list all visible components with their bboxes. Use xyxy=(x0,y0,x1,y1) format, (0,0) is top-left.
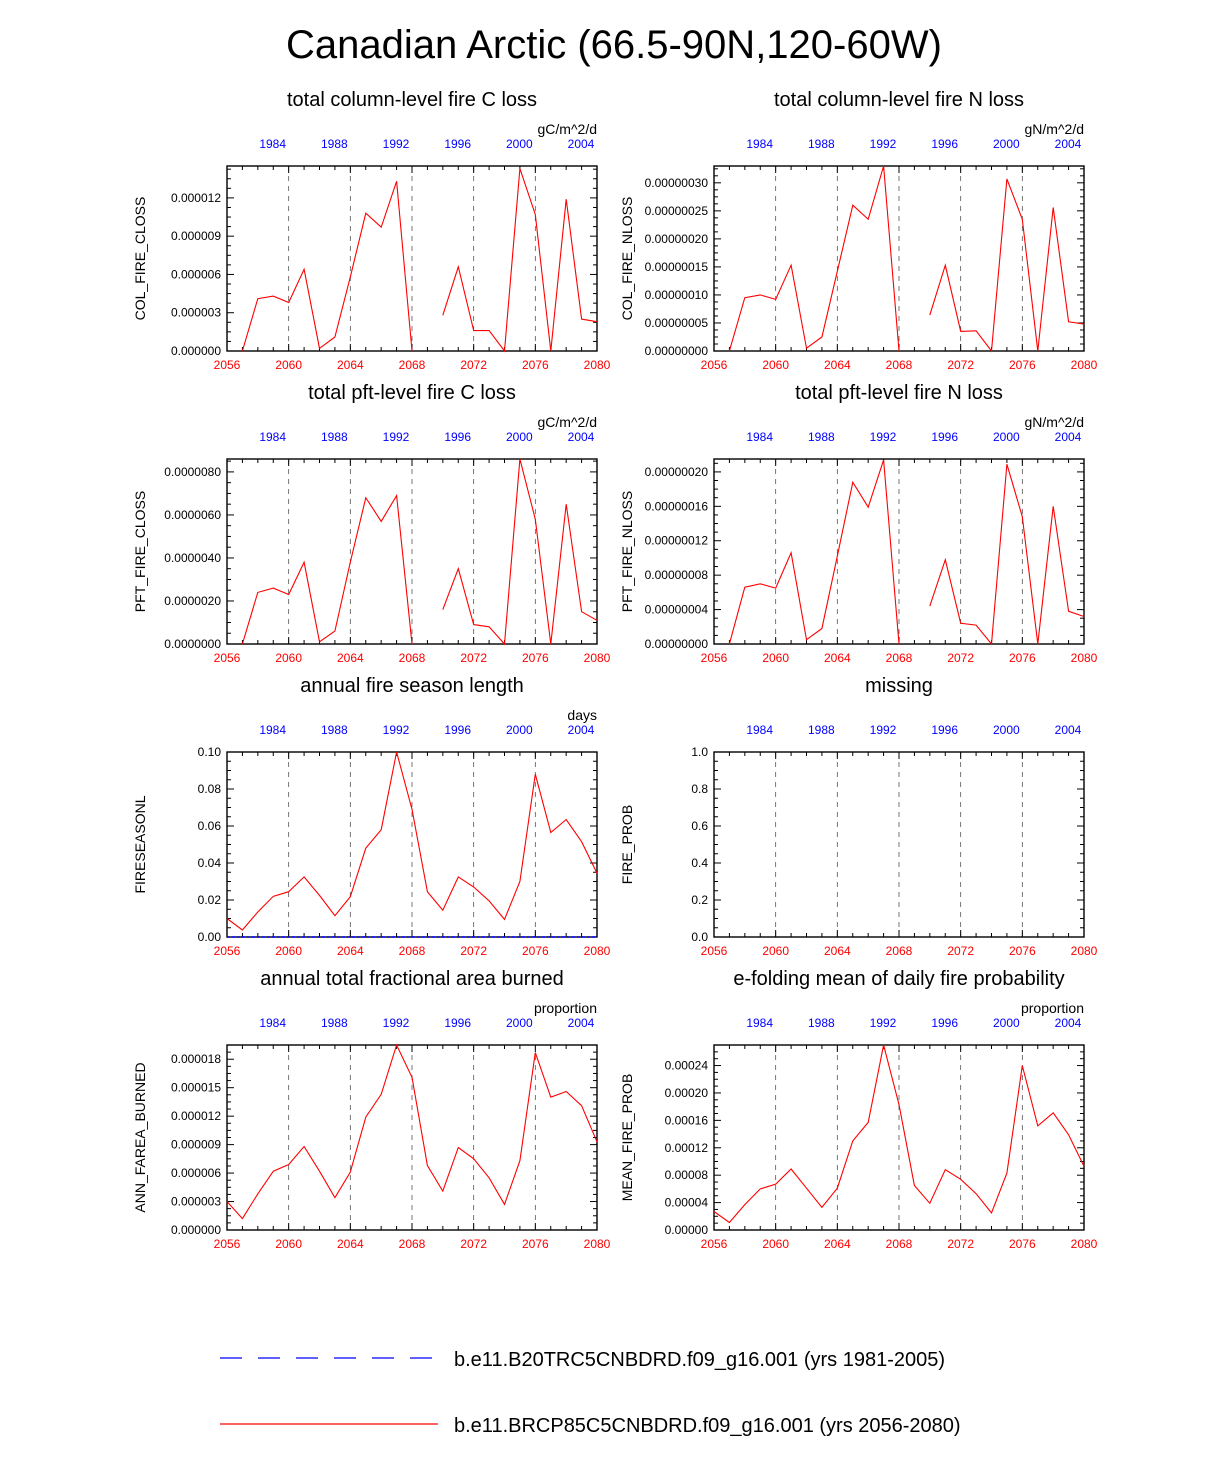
top-tick-label: 1996 xyxy=(931,1016,959,1030)
x-tick-label: 2076 xyxy=(1008,1237,1036,1251)
x-tick-label: 2080 xyxy=(1070,944,1098,958)
y-tick-label: 0.00000000 xyxy=(644,344,708,358)
y-tick-label: 0.00000010 xyxy=(644,287,708,302)
x-tick-label: 2080 xyxy=(583,1237,611,1251)
chart-units: gC/m^2/d xyxy=(537,414,597,430)
top-tick-label: 1988 xyxy=(807,723,835,737)
y-tick-label: 0.00004 xyxy=(664,1195,708,1210)
chart-panel xyxy=(132,968,611,1251)
x-tick-label: 2060 xyxy=(275,651,303,665)
x-tick-label: 2056 xyxy=(213,1237,241,1251)
x-tick-label: 2080 xyxy=(1070,651,1098,665)
top-tick-label: 1996 xyxy=(931,430,959,444)
series-line-future xyxy=(930,179,1084,351)
series-line-future xyxy=(242,496,412,644)
x-tick-label: 2080 xyxy=(583,944,611,958)
y-tick-label: 0.00000012 xyxy=(644,533,708,548)
top-tick-label: 1992 xyxy=(382,137,410,151)
top-tick-label: 1988 xyxy=(320,1016,348,1030)
y-tick-label: 0.4 xyxy=(691,856,708,870)
y-tick-label: 0.00008 xyxy=(664,1168,708,1183)
chart-title: annual total fractional area burned xyxy=(260,968,564,990)
y-tick-label: 0.00020 xyxy=(664,1085,708,1100)
top-tick-label: 1992 xyxy=(869,1016,897,1030)
top-tick-label: 1996 xyxy=(931,137,959,151)
top-tick-label: 1988 xyxy=(807,1016,835,1030)
y-tick-label: 0.000012 xyxy=(170,190,221,205)
x-tick-label: 2072 xyxy=(947,944,975,958)
y-tick-label: 0.04 xyxy=(197,856,221,870)
top-tick-label: 1996 xyxy=(444,723,472,737)
y-tick-label: 0.00000025 xyxy=(644,203,708,218)
x-tick-label: 2060 xyxy=(762,1237,790,1251)
x-tick-label: 2072 xyxy=(460,651,488,665)
x-tick-label: 2072 xyxy=(947,358,975,372)
chart-title: e-folding mean of daily fire probability xyxy=(733,968,1065,990)
x-tick-label: 2072 xyxy=(947,651,975,665)
y-tick-label: 0.000000 xyxy=(170,1223,221,1237)
chart-title: total pft-level fire N loss xyxy=(795,382,1003,404)
top-tick-label: 2004 xyxy=(1054,723,1082,737)
x-tick-label: 2068 xyxy=(885,1237,913,1251)
x-tick-label: 2064 xyxy=(336,944,364,958)
chart-title: total pft-level fire C loss xyxy=(308,382,516,404)
y-axis-label: COL_FIRE_CLOSS xyxy=(132,196,148,321)
top-tick-label: 1996 xyxy=(444,1016,472,1030)
y-tick-label: 0.0000040 xyxy=(164,550,221,565)
y-tick-label: 0.000015 xyxy=(170,1080,221,1095)
y-tick-label: 0.00000020 xyxy=(644,231,708,246)
series-line-future xyxy=(443,169,597,351)
y-tick-label: 0.6 xyxy=(691,819,708,833)
top-tick-label: 1988 xyxy=(807,137,835,151)
x-tick-label: 2072 xyxy=(460,358,488,372)
y-tick-label: 0.000000 xyxy=(170,344,221,358)
top-tick-label: 1996 xyxy=(444,137,472,151)
x-tick-label: 2068 xyxy=(885,358,913,372)
top-tick-label: 2000 xyxy=(992,137,1020,151)
y-axis-label: COL_FIRE_NLOSS xyxy=(619,196,635,321)
legend-baseline-label: b.e11.B20TRC5CNBDRD.f09_g16.001 (yrs 1981-2005) xyxy=(454,1349,946,1371)
top-tick-label: 2000 xyxy=(505,137,533,151)
top-tick-label: 2000 xyxy=(505,1016,533,1030)
y-tick-label: 0.00000020 xyxy=(644,464,708,479)
top-tick-label: 2004 xyxy=(1054,137,1082,151)
x-tick-label: 2064 xyxy=(336,358,364,372)
y-tick-label: 0.0000000 xyxy=(164,637,221,651)
series-line-future xyxy=(443,459,597,644)
x-tick-label: 2060 xyxy=(762,358,790,372)
panels xyxy=(132,89,1098,1251)
x-tick-label: 2064 xyxy=(823,944,851,958)
y-tick-label: 0.0000060 xyxy=(164,507,221,522)
y-tick-label: 0.00016 xyxy=(664,1113,708,1128)
top-tick-label: 1992 xyxy=(382,723,410,737)
y-tick-label: 0.8 xyxy=(691,782,708,796)
y-axis-label: MEAN_FIRE_PROB xyxy=(619,1073,635,1202)
y-tick-label: 0.0000080 xyxy=(164,464,221,479)
y-tick-label: 0.00000 xyxy=(664,1223,708,1237)
y-tick-label: 0.0 xyxy=(691,930,708,944)
y-tick-label: 0.000018 xyxy=(170,1052,221,1067)
top-tick-label: 1988 xyxy=(320,430,348,444)
x-tick-label: 2080 xyxy=(1070,358,1098,372)
chart-panel xyxy=(619,89,1098,372)
y-axis-label: FIRESEASONL xyxy=(132,795,148,894)
x-tick-label: 2068 xyxy=(398,358,426,372)
chart-title: total column-level fire N loss xyxy=(773,89,1025,111)
x-tick-label: 2068 xyxy=(885,651,913,665)
x-tick-label: 2072 xyxy=(460,1237,488,1251)
y-tick-label: 0.00000015 xyxy=(644,259,708,274)
x-tick-label: 2076 xyxy=(521,944,549,958)
top-tick-label: 1996 xyxy=(931,723,959,737)
x-tick-label: 2076 xyxy=(521,358,549,372)
x-tick-label: 2064 xyxy=(336,1237,364,1251)
x-tick-label: 2060 xyxy=(762,651,790,665)
y-axis-label: FIRE_PROB xyxy=(619,804,635,885)
chart-units: gN/m^2/d xyxy=(1024,414,1084,430)
y-tick-label: 0.000003 xyxy=(170,1194,221,1209)
top-tick-label: 1984 xyxy=(259,137,287,151)
x-tick-label: 2056 xyxy=(700,358,728,372)
y-tick-label: 0.06 xyxy=(197,819,221,833)
top-tick-label: 1988 xyxy=(807,430,835,444)
x-tick-label: 2064 xyxy=(823,358,851,372)
legend xyxy=(220,1349,961,1437)
x-tick-label: 2080 xyxy=(583,651,611,665)
chart-panel xyxy=(132,382,611,665)
y-tick-label: 0.2 xyxy=(691,893,708,907)
y-axis-label: ANN_FAREA_BURNED xyxy=(132,1062,148,1213)
x-tick-label: 2060 xyxy=(275,1237,303,1251)
chart-panel xyxy=(132,675,611,958)
x-tick-label: 2076 xyxy=(1008,944,1036,958)
figure-title: Canadian Arctic (66.5-90N,120-60W) xyxy=(286,23,942,67)
x-tick-label: 2076 xyxy=(1008,358,1036,372)
y-tick-label: 0.02 xyxy=(197,893,221,907)
top-tick-label: 2000 xyxy=(992,723,1020,737)
top-tick-label: 2004 xyxy=(567,137,595,151)
y-tick-label: 0.00000030 xyxy=(644,175,708,190)
x-tick-label: 2080 xyxy=(583,358,611,372)
x-tick-label: 2064 xyxy=(336,651,364,665)
top-tick-label: 1984 xyxy=(259,1016,287,1030)
top-tick-label: 1992 xyxy=(869,723,897,737)
series-line-future xyxy=(729,166,899,351)
top-tick-label: 2004 xyxy=(1054,430,1082,444)
x-tick-label: 2056 xyxy=(213,944,241,958)
y-tick-label: 0.00000004 xyxy=(644,602,708,617)
x-tick-label: 2072 xyxy=(460,944,488,958)
x-tick-label: 2056 xyxy=(700,1237,728,1251)
series-line-future xyxy=(930,464,1084,644)
x-tick-label: 2064 xyxy=(823,651,851,665)
top-tick-label: 1988 xyxy=(320,137,348,151)
top-tick-label: 1992 xyxy=(382,1016,410,1030)
x-tick-label: 2068 xyxy=(398,651,426,665)
x-tick-label: 2076 xyxy=(521,651,549,665)
y-tick-label: 0.00000008 xyxy=(644,568,708,583)
top-tick-label: 1988 xyxy=(320,723,348,737)
y-tick-label: 0.0000020 xyxy=(164,593,221,608)
y-tick-label: 0.00000005 xyxy=(644,315,708,330)
top-tick-label: 1984 xyxy=(746,1016,774,1030)
x-tick-label: 2068 xyxy=(885,944,913,958)
x-tick-label: 2060 xyxy=(762,944,790,958)
top-tick-label: 1984 xyxy=(259,430,287,444)
y-axis-label: PFT_FIRE_CLOSS xyxy=(132,490,148,613)
y-tick-label: 0.000003 xyxy=(170,305,221,320)
top-tick-label: 1984 xyxy=(259,723,287,737)
chart-panel xyxy=(619,382,1098,665)
y-tick-label: 0.000006 xyxy=(170,1166,221,1181)
x-tick-label: 2060 xyxy=(275,358,303,372)
chart-units: gC/m^2/d xyxy=(537,121,597,137)
x-tick-label: 2068 xyxy=(398,944,426,958)
top-tick-label: 1984 xyxy=(746,430,774,444)
y-tick-label: 0.000009 xyxy=(170,1137,221,1152)
y-tick-label: 1.0 xyxy=(691,745,708,759)
x-tick-label: 2068 xyxy=(398,1237,426,1251)
y-tick-label: 0.000006 xyxy=(170,267,221,282)
chart-units: gN/m^2/d xyxy=(1024,121,1084,137)
chart-units: proportion xyxy=(1020,1000,1084,1016)
top-tick-label: 1992 xyxy=(382,430,410,444)
x-tick-label: 2056 xyxy=(213,651,241,665)
chart-title: total column-level fire C loss xyxy=(286,89,538,111)
y-axis-label: PFT_FIRE_NLOSS xyxy=(619,490,635,613)
x-tick-label: 2072 xyxy=(947,1237,975,1251)
top-tick-label: 2000 xyxy=(992,430,1020,444)
top-tick-label: 1992 xyxy=(869,137,897,151)
chart-panel xyxy=(132,89,611,372)
chart-panel xyxy=(619,968,1098,1251)
x-tick-label: 2080 xyxy=(1070,1237,1098,1251)
chart-title: annual fire season length xyxy=(300,675,524,697)
y-tick-label: 0.00000000 xyxy=(644,637,708,651)
y-tick-label: 0.000009 xyxy=(170,229,221,244)
top-tick-label: 1984 xyxy=(746,723,774,737)
x-tick-label: 2056 xyxy=(700,651,728,665)
series-line-future xyxy=(227,1045,597,1219)
x-tick-label: 2076 xyxy=(1008,651,1036,665)
x-tick-label: 2064 xyxy=(823,1237,851,1251)
x-tick-label: 2076 xyxy=(521,1237,549,1251)
x-tick-label: 2056 xyxy=(700,944,728,958)
series-line-future xyxy=(729,460,899,644)
series-line-future xyxy=(242,181,412,351)
y-tick-label: 0.000012 xyxy=(170,1109,221,1124)
y-tick-label: 0.08 xyxy=(197,782,221,796)
y-tick-label: 0.10 xyxy=(197,745,221,759)
top-tick-label: 2004 xyxy=(567,430,595,444)
chart-units: days xyxy=(567,707,597,723)
chart-panel xyxy=(619,675,1098,958)
y-tick-label: 0.00 xyxy=(197,930,221,944)
top-tick-label: 2000 xyxy=(992,1016,1020,1030)
legend-future-label: b.e11.BRCP85C5CNBDRD.f09_g16.001 (yrs 2056-2080) xyxy=(454,1415,961,1437)
top-tick-label: 2000 xyxy=(505,723,533,737)
top-tick-label: 1996 xyxy=(444,430,472,444)
top-tick-label: 2004 xyxy=(567,723,595,737)
top-tick-label: 2004 xyxy=(567,1016,595,1030)
y-tick-label: 0.00012 xyxy=(664,1140,708,1155)
x-tick-label: 2060 xyxy=(275,944,303,958)
y-tick-label: 0.00024 xyxy=(664,1058,708,1073)
chart-units: proportion xyxy=(533,1000,597,1016)
top-tick-label: 1992 xyxy=(869,430,897,444)
top-tick-label: 2004 xyxy=(1054,1016,1082,1030)
x-tick-label: 2056 xyxy=(213,358,241,372)
top-tick-label: 1984 xyxy=(746,137,774,151)
top-tick-label: 2000 xyxy=(505,430,533,444)
y-tick-label: 0.00000016 xyxy=(644,499,708,514)
chart-title: missing xyxy=(865,675,933,697)
